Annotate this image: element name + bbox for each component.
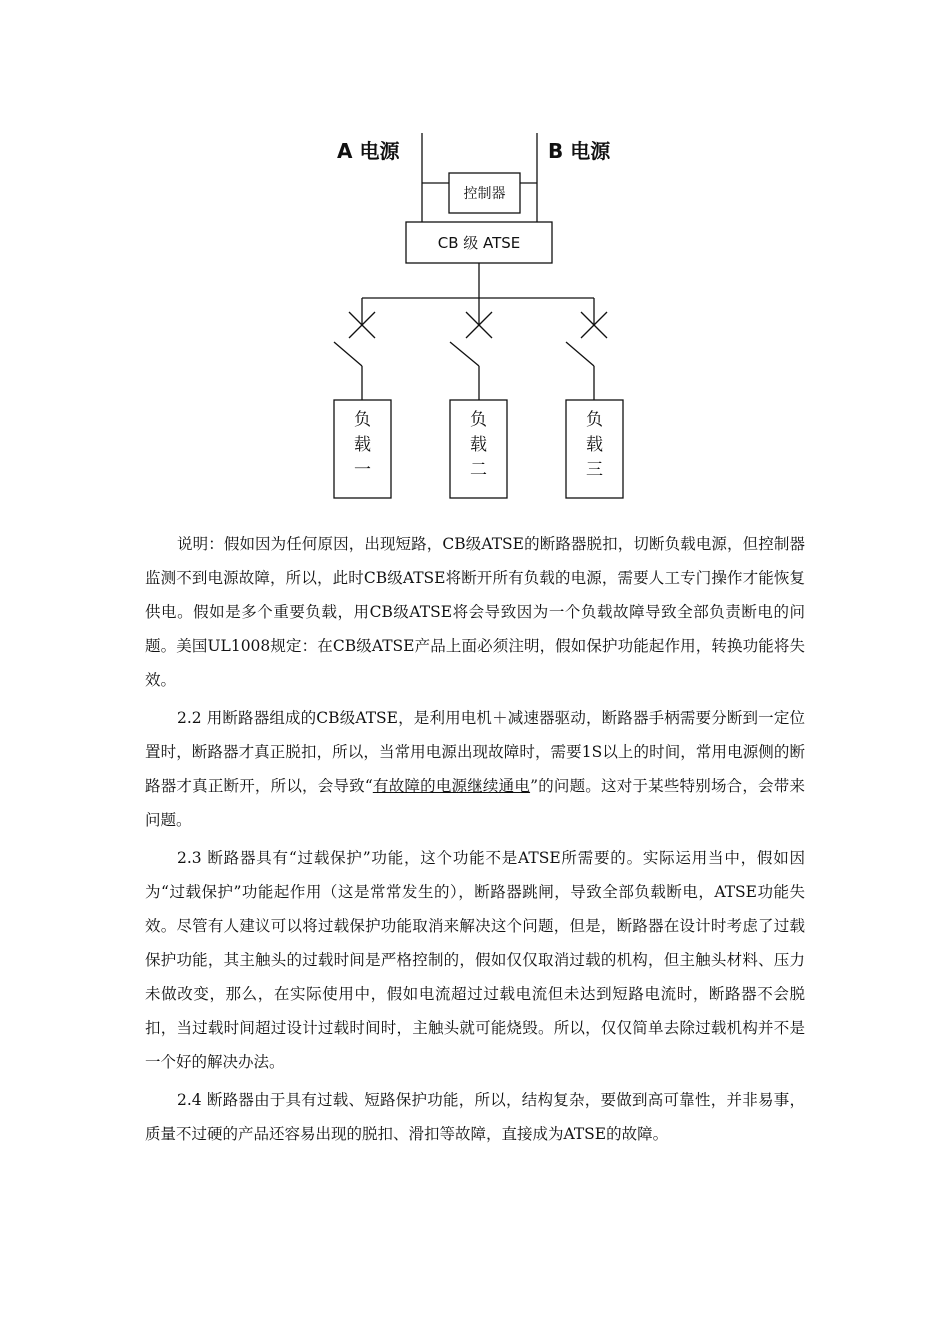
paragraph-2-2-text-b: ”的问题。这对于某些特别场合，会带来问题。 [145,777,805,829]
load-3-char-3: 三 [586,460,603,480]
load-2-char-1: 负 [470,410,487,430]
load-1-char-3: 一 [354,460,371,480]
underlined-phrase: 有故障的电源继续通电 [372,777,531,795]
paragraph-2-2 [145,701,805,837]
load-1-char-1: 负 [354,410,371,430]
load-2-char-2: 载 [470,435,487,455]
paragraph-2-3: 2.3 断路器具有“过载保护”功能，这个功能不是ATSE所需要的。实际运用当中，假如因为“过载保护”功能起作用（这是常常发生的），断路器跳闸，导致全部负载断电，ATSE功能失效。尽管有人建议可以将过载保护功能取消来解决这个问题，但是，断路器在设计时考虑了过载保护功能，其主触头的过载时间是严格控制的，假如仅仅取消过载的机构，但主触头材料、压力未做改变，那么，在实际使用中，假如电流超过过载电流但未达到短路电流时，断路器不会脱扣，当过载时间超过设计过载时间时，主触头就可能烧毁。所以，仅仅简单去除过载机构并不是一个好的解决办法。 [145,849,805,1071]
document-body [145,527,805,1151]
source-a-label: A 电源 [337,139,400,163]
paragraph-2-2-text-a: 2.2 用断路器组成的CB级ATSE，是利用电机＋减速器驱动，断路器手柄需要分断到一定位置时，断路器才真正脱扣，所以，当常用电源出现故障时，需要1S以上的时间，常用电源侧的断路器才真正断开，所以，会导致“ [145,709,805,795]
load-3-char-1: 负 [586,410,603,430]
paragraph-2-4: 2.4 断路器由于具有过载、短路保护功能，所以，结构复杂，要做到高可靠性，并非易事，质量不过硬的产品还容易出现的脱扣、滑扣等故障，直接成为ATSE的故障。 [145,1091,805,1143]
load-1-char-2: 载 [354,435,371,455]
controller-label: 控制器 [463,186,506,202]
load-3-char-2: 载 [586,435,603,455]
atse-label: CB 级 ATSE [437,234,521,252]
atse-wiring-diagram [0,0,950,520]
load-2-char-3: 二 [470,460,487,480]
source-b-label: B 电源 [548,139,611,163]
paragraph-explanation: 说明：假如因为任何原因，出现短路，CB级ATSE的断路器脱扣，切断负载电源，但控制器监测不到电源故障，所以，此时CB级ATSE将断开所有负载的电源，需要人工专门操作才能恢复供电。假如是多个重要负载，用CB级ATSE将会导致因为一个负载故障导致全部负责断电的问题。美国UL1008规定：在CB级ATSE产品上面必须注明，假如保护功能起作用，转换功能将失效。 [145,535,805,689]
